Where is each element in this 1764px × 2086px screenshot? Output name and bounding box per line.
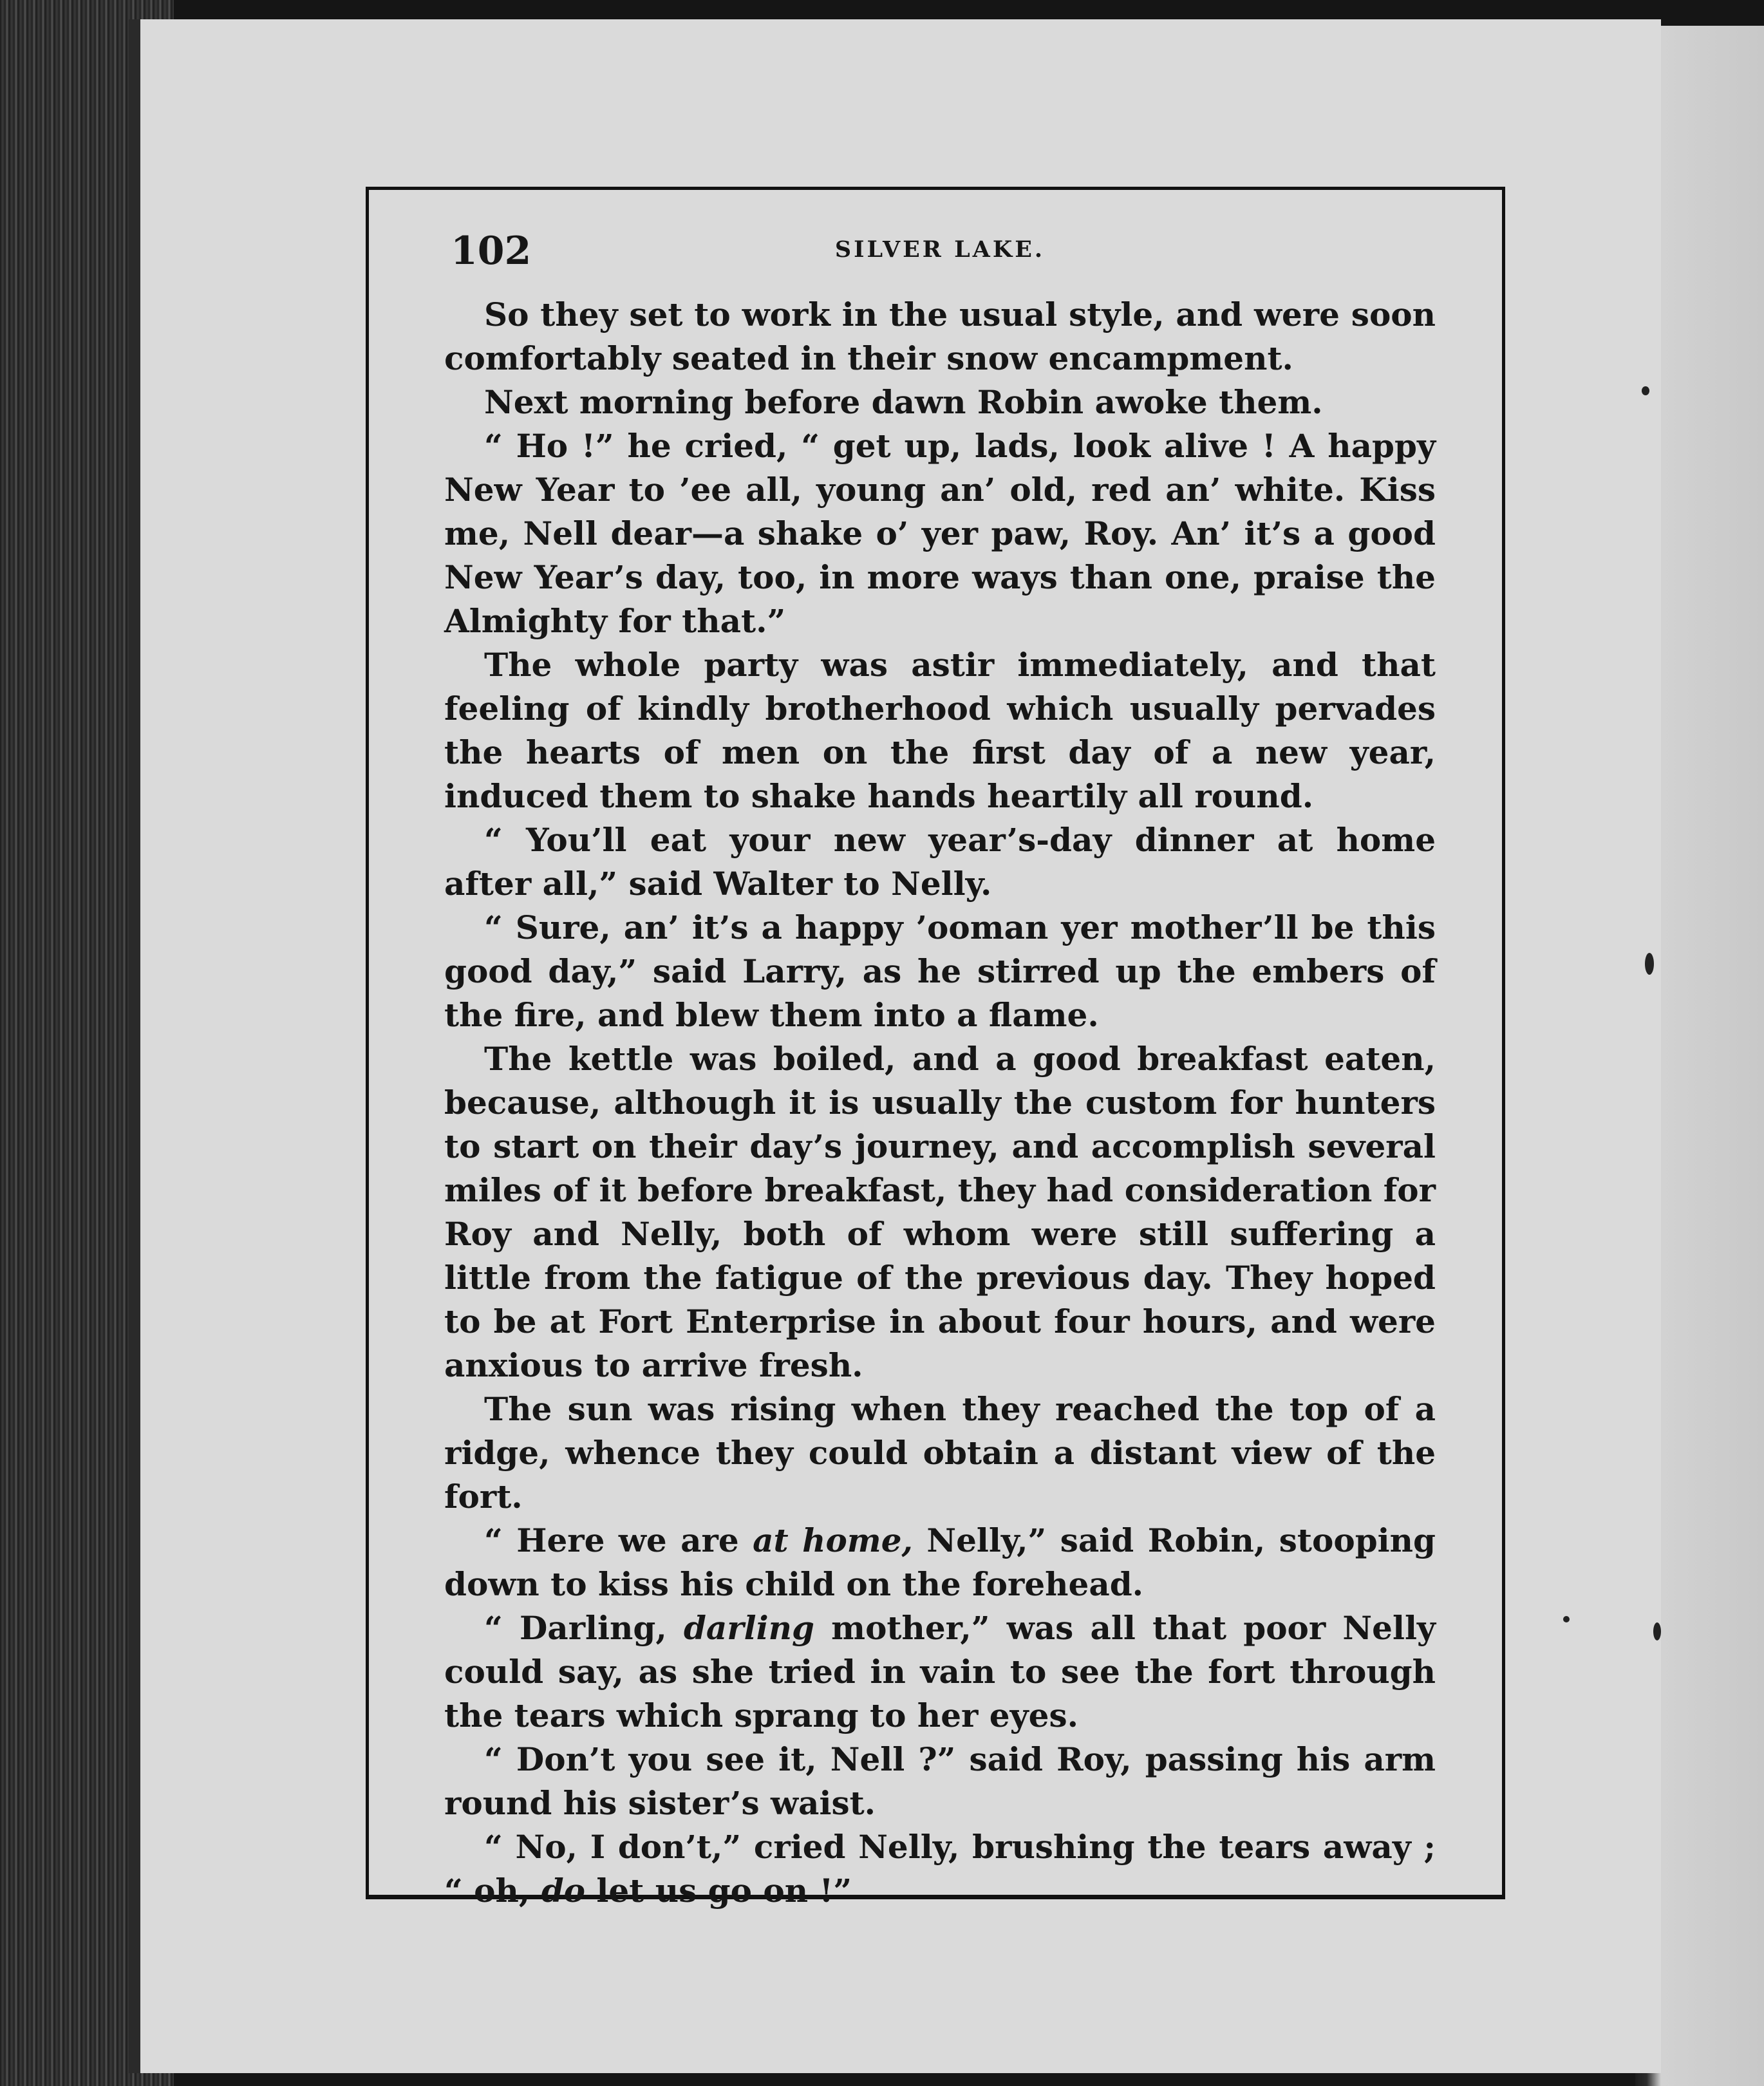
italic-text: darling — [683, 1609, 814, 1647]
paragraph-text: mother,” was all that poor Nelly could say, as she tried in vain to see the fort through the tears which sprang to her eyes. — [444, 1609, 1436, 1734]
paragraph: The kettle was boiled, and a good breakfast eaten, because, although it is usually the custom for hunters to start on their day’s journey, and accomplish several miles of it before breakfast, they had consideration for Roy and Nelly, both of whom were still suffering a little from the fatigue of the previous day. They hoped to be at Fort Enterprise in about four hours, and were anxious to arrive fresh. — [444, 1040, 1436, 1384]
paragraph: Next morning before dawn Robin awoke them. — [484, 383, 1323, 421]
paragraph: The whole party was astir immediately, and that feeling of kindly brotherhood which usually pervades the hearts of men on the first day of a new year, induced them to shake hands heartily all round. — [444, 646, 1436, 815]
paragraph — [444, 1519, 1436, 1606]
running-head: SILVER LAKE. — [834, 236, 1046, 263]
paragraph: “ You’ll eat your new year’s-day dinner at home after all,” said Walter to Nelly. — [444, 821, 1436, 903]
paragraph-text: “ Here we are — [484, 1521, 753, 1559]
ink-speck — [1653, 1622, 1661, 1640]
paragraph — [444, 1606, 1436, 1738]
page-number: 102 — [451, 229, 532, 274]
ink-speck — [1563, 1616, 1570, 1622]
paragraph-text: “ No, I don’t,” cried Nelly, brushing the tears away ; “ oh, — [444, 1828, 1436, 1910]
paragraph-text: let us go on !” — [585, 1872, 852, 1910]
paragraph: “ Sure, an’ it’s a happy ’ooman yer mother’ll be this good day,” said Larry, as he stirred up the embers of the fire, and blew them into a flame. — [444, 908, 1436, 1034]
ink-speck — [1642, 386, 1649, 395]
page-header — [444, 222, 1436, 293]
page-text-block — [444, 222, 1436, 1913]
italic-text: do — [541, 1872, 585, 1910]
paragraph — [444, 1825, 1436, 1913]
paragraph-text: “ Darling, — [484, 1609, 684, 1647]
paragraph: The sun was rising when they reached the top of a ridge, whence they could obtain a distant view of the fort. — [444, 1390, 1436, 1516]
paragraph: So they set to work in the usual style, and were soon comfortably seated in their snow encampment. — [444, 296, 1436, 377]
ink-speck — [1645, 953, 1654, 975]
paragraph: “ Ho !” he cried, “ get up, lads, look alive ! A happy New Year to ’ee all, young an’ old, red an’ white. Kiss me, Nell dear—a shake o’ yer paw, Roy. An’ it’s a good New Year’s day, too, in more ways than one, praise the Almighty for that.” — [444, 427, 1436, 640]
paragraph-text: Nelly,” said Robin, stooping down to kiss his child on the forehead. — [444, 1521, 1436, 1603]
paragraph: “ Don’t you see it, Nell ?” said Roy, passing his arm round his sister’s waist. — [444, 1740, 1436, 1822]
italic-text: at home, — [753, 1521, 913, 1559]
